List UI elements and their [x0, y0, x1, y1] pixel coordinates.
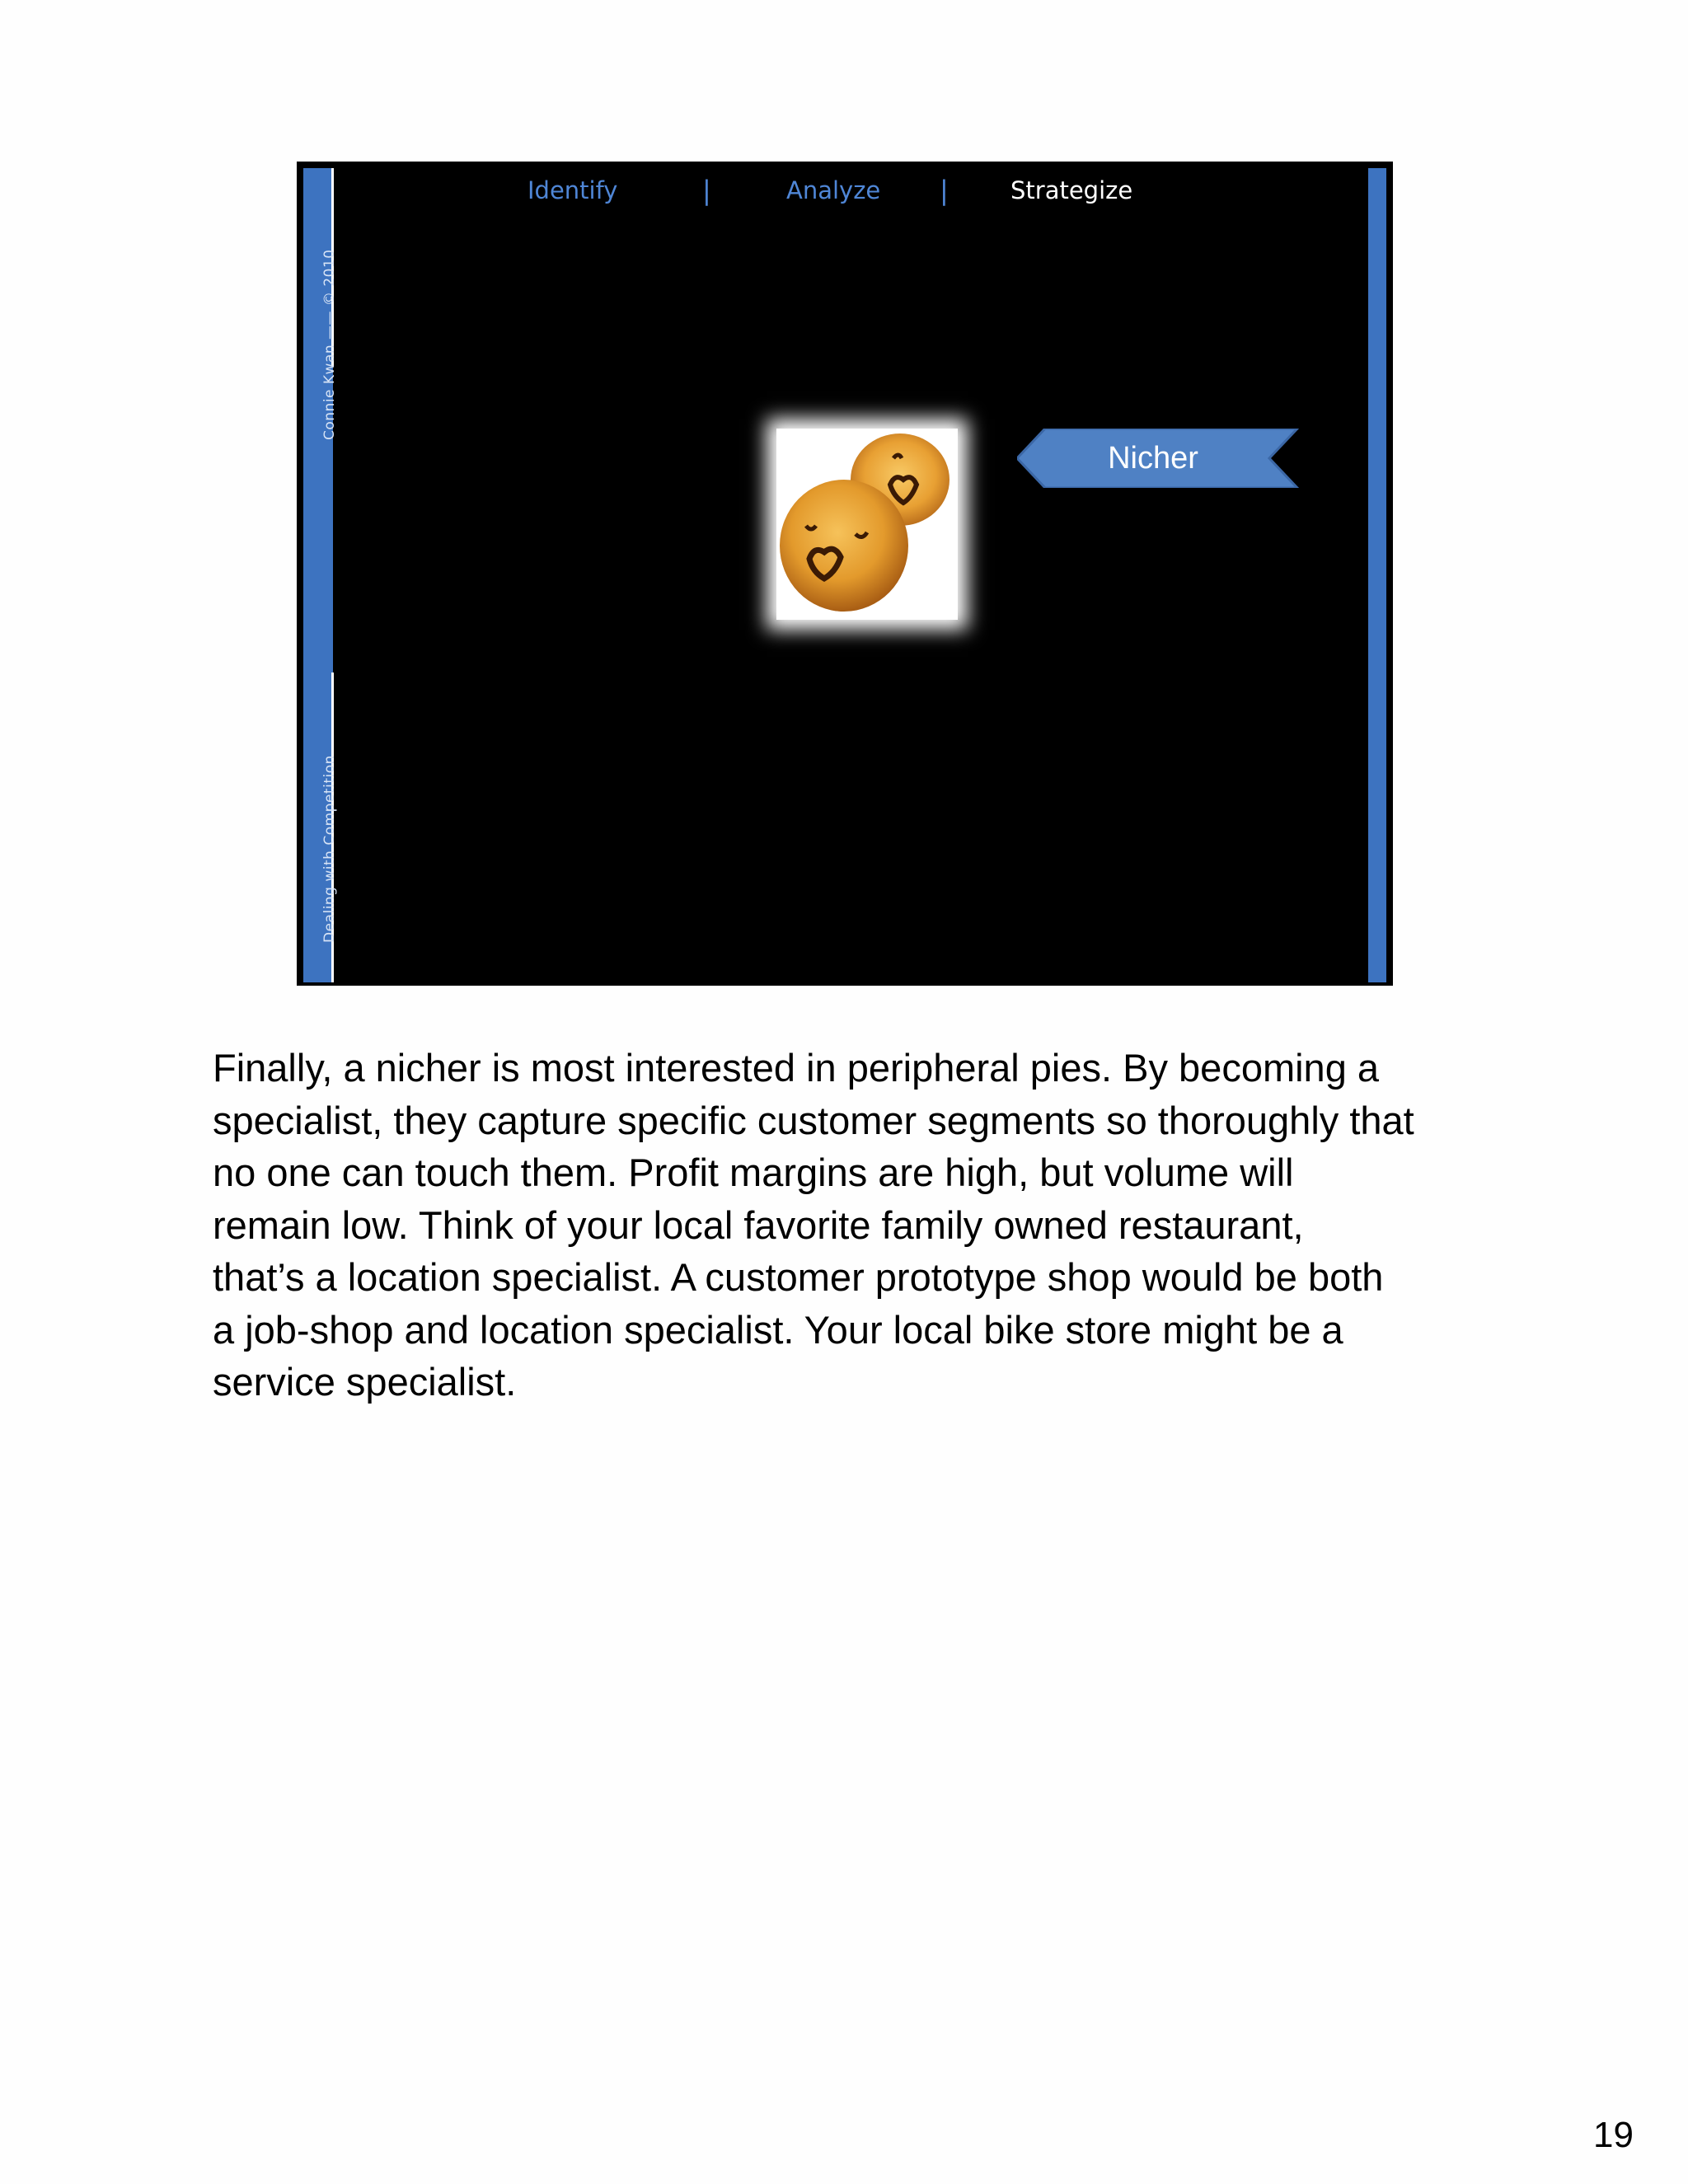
- pie-illustration: [776, 429, 958, 620]
- nicher-callout: [1017, 429, 1301, 488]
- right-accent-bar: [1368, 168, 1386, 982]
- nav-separator: |: [702, 175, 711, 206]
- callout-label: Nicher: [1108, 441, 1198, 476]
- page-number: 19: [1593, 2115, 1634, 2155]
- nav-separator: |: [940, 175, 949, 206]
- sidebar-title-text: Dealing with Competition: [321, 755, 338, 943]
- nav-strategize: Strategize: [1010, 176, 1133, 204]
- notes-text: Finally, a nicher is most interested in peripheral pies. By becoming a specialist, they capture specific customer segments so thoroughly that no one can touch them. Profit margins are high, but volume will remain low. Think of your local favorite family owned restaurant, that’s a location specialist. A customer prototype shop would be both a job-shop and location specialist. Your local bike store might be a service specialist.: [213, 1046, 1414, 1404]
- left-accent-bar: [303, 168, 338, 982]
- slide-nav: [300, 176, 1390, 209]
- slide-thumbnail: [297, 162, 1393, 986]
- nav-analyze: Analyze: [786, 176, 881, 204]
- sidebar-author-text: Connie Kwan —— © 2010: [321, 249, 338, 440]
- nav-identify: Identify: [528, 176, 618, 204]
- pie-photo-icon: [776, 429, 958, 620]
